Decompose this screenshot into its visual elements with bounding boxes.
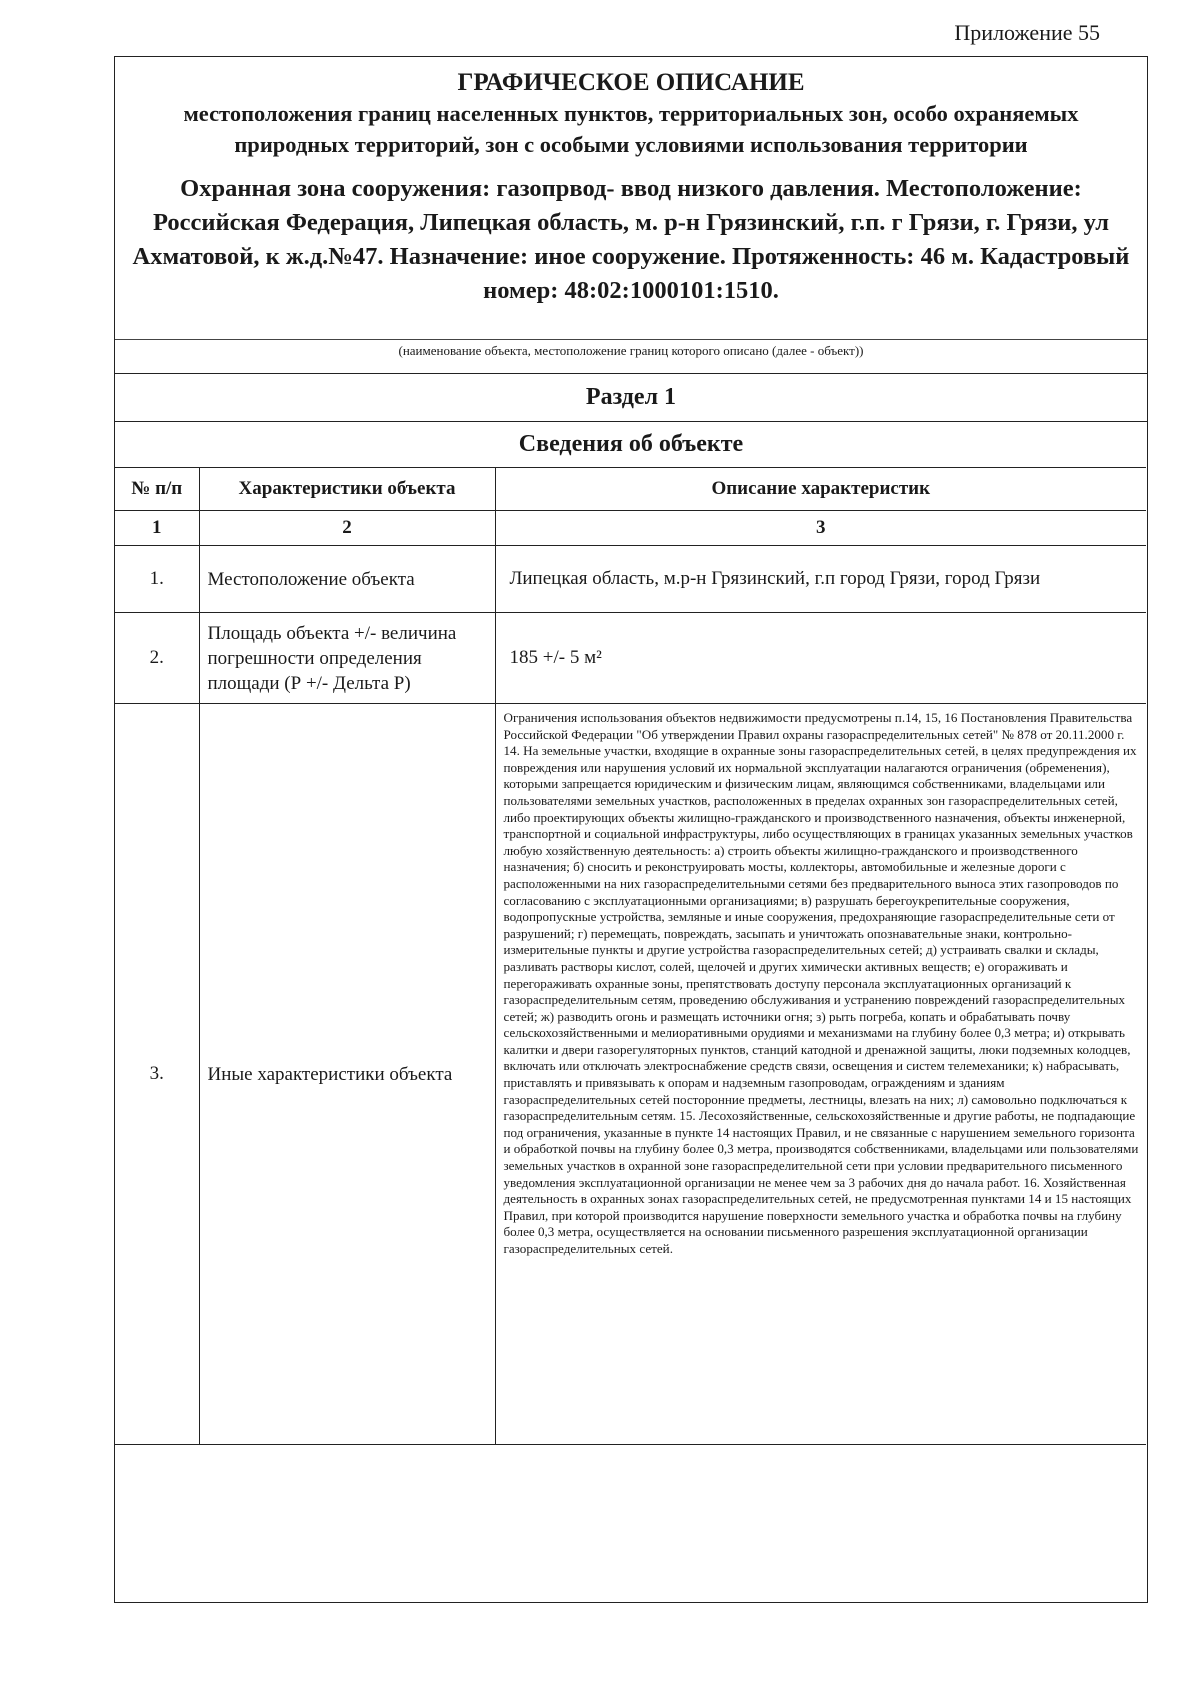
object-info-table <box>115 467 1146 1445</box>
table-row <box>115 704 1146 1445</box>
table-row <box>115 613 1146 704</box>
row-description: Липецкая область, м.р-н Грязинский, г.п город Грязи, город Грязи <box>495 546 1146 613</box>
document-subtitle: местоположения границ населенных пунктов, территориальных зон, особо охраняемых природных территорий, зон с особыми условиями использования территории <box>183 101 1079 157</box>
appendix-label: Приложение 55 <box>954 20 1100 45</box>
column-header-description: Описание характеристик <box>495 468 1146 511</box>
column-number: 2 <box>199 511 495 546</box>
document-frame <box>114 56 1148 1603</box>
table-row <box>115 546 1146 613</box>
row-description: 185 +/- 5 м² <box>495 613 1146 704</box>
row-characteristic: Иные характеристики объекта <box>199 704 495 1445</box>
row-number: 3. <box>115 704 199 1445</box>
table-header-row <box>115 468 1146 511</box>
row-number: 1. <box>115 546 199 613</box>
column-header-number: № п/п <box>115 468 199 511</box>
object-name: Охранная зона сооружения: газопрвод- ввод низкого давления. Местоположение: Российская Федерация, Липецкая область, м. р-н Грязинский, г.п. г Грязи, г. Грязи, ул Ахматовой, к ж.д.№47. Назначение: иное сооружение. Протяженность: 46 м. Кадастровый номер: 48:02:1000101:1510. <box>132 175 1130 304</box>
section-number: Раздел 1 <box>115 373 1147 421</box>
row-characteristic: Площадь объекта +/- величина погрешности определения площади (Р +/- Дельта Р) <box>199 613 495 704</box>
column-number: 1 <box>115 511 199 546</box>
document-header <box>115 57 1147 339</box>
column-number-row <box>115 511 1146 546</box>
row-number: 2. <box>115 613 199 704</box>
row-characteristic: Местоположение объекта <box>199 546 495 613</box>
column-header-characteristic: Характеристики объекта <box>199 468 495 511</box>
row-description: Ограничения использования объектов недвижимости предусмотрены п.14, 15, 16 Постановления Правительства Российской Федерации "Об утверждении Правил охраны газораспределительных сетей" № 878 от 20.11.2000 г. 14. На земельные участки, входящие в охранные зоны газораспределительных сетей, в целях предупреждения их повреждения или нарушения условий их нормальной эксплуатации налагаются ограничения (обременения), которыми запрещается юридическим и физическим лицам, являющимся собственниками, владельцами или пользователями земельных участков, расположенных в пределах охранных зон газораспределительных сетей, либо проектирующих объекты жилищно-гражданского и производственного назначения, объекты инженерной, транспортной и социальной инфраструктуры, либо осуществляющих в границах указанных земельных участков любую хозяйственную деятельность: а) строить объекты жилищно-гражданского и производственного назначения; б) сносить и реконструировать мосты, коллекторы, автомобильные и железные дороги с расположенными на них газораспределительными сетями без предварительного выноса этих газопроводов по согласованию с эксплуатационными организациями; в) разрушать берегоукрепительные сооружения, водопропускные устройства, земляные и иные сооружения, предохраняющие газораспределительные сети от разрушений; г) перемещать, повреждать, засыпать и уничтожать опознавательные знаки, контрольно-измерительные пункты и другие устройства газораспределительных сетей; д) устраивать свалки и склады, разливать растворы кислот, солей, щелочей и других химически активных веществ; е) огораживать и перегораживать охранные зоны, препятствовать доступу персонала эксплуатационных организаций к газораспределительным сетям, проведению обслуживания и устранению повреждений газораспределительных сетей; ж) разводить огонь и размещать источники огня; з) рыть погреба, копать и обрабатывать почву сельскохозяйственными и мелиоративными орудиями и механизмами на глубину более 0,3 метра; и) открывать калитки и двери газорегуляторных пунктов, станций катодной и дренажной защиты, люки подземных колодцев, включать или отключать электроснабжение средств связи, освещения и систем телемеханики; к) набрасывать, приставлять и привязывать к опорам и надземным газопроводам, ограждениям и зданиям газораспределительных сетей посторонние предметы, лестницы, влезать на них; л) самовольно подключаться к газораспределительным сетям. 15. Лесохозяйственные, сельскохозяйственные и другие работы, не подпадающие под ограничения, указанные в пункте 14 настоящих Правил, и не связанные с нарушением земельного горизонта и обработкой почвы на глубину более 0,3 метра, производятся собственниками, владельцами или пользователями земельных участков в охранной зоне газораспределительной сети при условии предварительного письменного уведомления эксплуатационной организации не менее чем за 3 рабочих дня до начала работ. 16. Хозяйственная деятельность в охранных зонах газораспределительных сетей, не предусмотренная пунктами 14 и 15 настоящих Правил, при которой производится нарушение поверхности земельного участка и обработка почвы на глубину более 0,3 метра, осуществляется на основании письменного разрешения эксплуатационной организации газораспределительных сетей. <box>495 704 1146 1445</box>
object-caption: (наименование объекта, местоположение границ которого описано (далее - объект)) <box>115 339 1147 374</box>
document-title: ГРАФИЧЕСКОЕ ОПИСАНИЕ <box>457 69 805 96</box>
section-title: Сведения об объекте <box>115 421 1147 467</box>
column-number: 3 <box>495 511 1146 546</box>
